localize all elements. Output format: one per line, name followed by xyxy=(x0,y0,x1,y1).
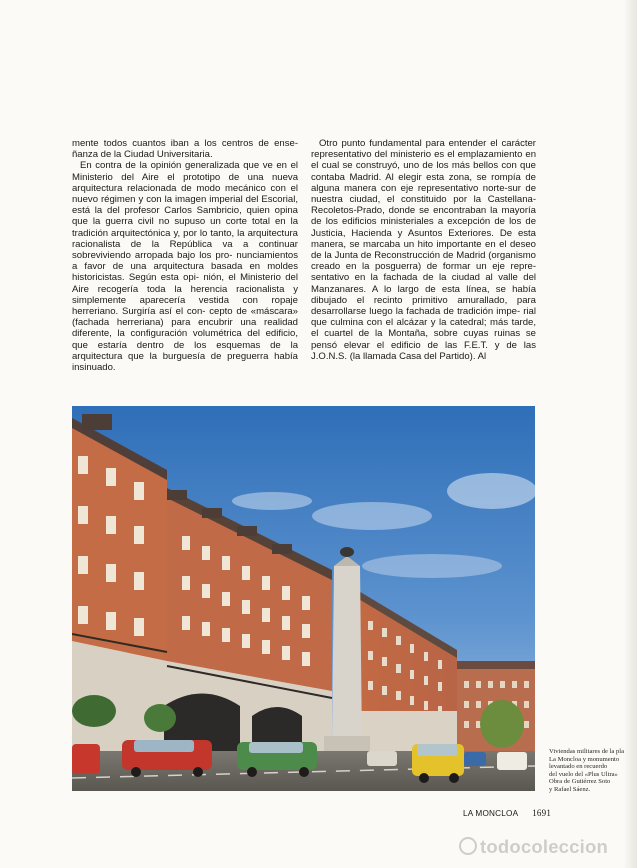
footer-section-title: LA MONCLOA xyxy=(463,809,519,818)
article-paragraph: En contra de la opinión generalizada que ve en el Ministerio del Aire el prototipo de una nueva arquitectura relacionada de modo mecánico con el nuevo régimen y con la imagen imperial del Escorial, está la del profesor Carlos Sambricio, quien opina que la guerra civil no supuso un corte total en la tradición arquitectónica y, por lo tanto, la arquitectura racionalista de la República va a continuar sobreviviendo arropada bajo los pro- nunciamientos a favor de una arquitectura basada en moldes historicistas. Según esta opi- nión, el Ministerio del Aire recogería toda la herencia racionalista y simplemente aparecería vestida con ropaje herreriano. Surgiría así el con- cepto de «máscara» (fachada herreriana) para encubrir una realidad diferente, la configuración volumétrica del edificio, que estaría dentro de los esquemas de la arquitectura que la burguesía de preguerra había insinuado. xyxy=(72,160,298,374)
watermark-text: todocoleccion xyxy=(480,836,608,857)
article-paragraph: Otro punto fundamental para entender el carácter representativo del ministerio es el emplazamiento en el cual se construyó, uno de los más bellos con que contaba Madrid. Al elegir esta zona, se rompía de alguna manera con eje representativo norte-sur de nuestra ciudad, el constituido por la Castellana-Recoletos-Prado, donde se encontraban la mayoría de los edificios ministeriales a excepción de los de Justicia, Hacienda y Asuntos Exteriores. De esta manera, se marcaba un hito importante en el deseo de la Junta de Reconstrucción de Madrid (organismo creado en la posguerra) de formar un eje repre- sentativo en la fachada de la ciudad al valle del Manzanares. A lo largo de esta línea, se había dibujado el recinto primitivo amurallado, para desarrollarse luego la fachada de tradición impe- rial que culmina con el alcázar y la catedral; más tarde, el cuartel de la Montaña, sobre cuyas ruinas se pensó elevar el edificio de las F.E.T. y de las J.O.N.S. (la llamada Casa del Partido). Al xyxy=(311,138,536,362)
watermark-logo-icon xyxy=(459,837,477,855)
article-column-left xyxy=(72,138,298,373)
watermark xyxy=(459,836,608,858)
article-paragraph: mente todos cuantos iban a los centros de ense- ñanza de la Ciudad Universitaria. xyxy=(72,138,298,161)
article-column-right xyxy=(311,138,536,362)
page-edge-shadow xyxy=(623,0,637,868)
page-footer xyxy=(463,808,551,818)
page-number: 1691 xyxy=(532,808,552,818)
building-photo xyxy=(72,406,535,791)
photo-caption: Viviendas militares de la pla La Moncloa y monumento levantado en recuerdo del vuelo del «Plus Ultra» Obra de Gutiérrez Soto y Rafael Sáenz. xyxy=(549,748,625,793)
